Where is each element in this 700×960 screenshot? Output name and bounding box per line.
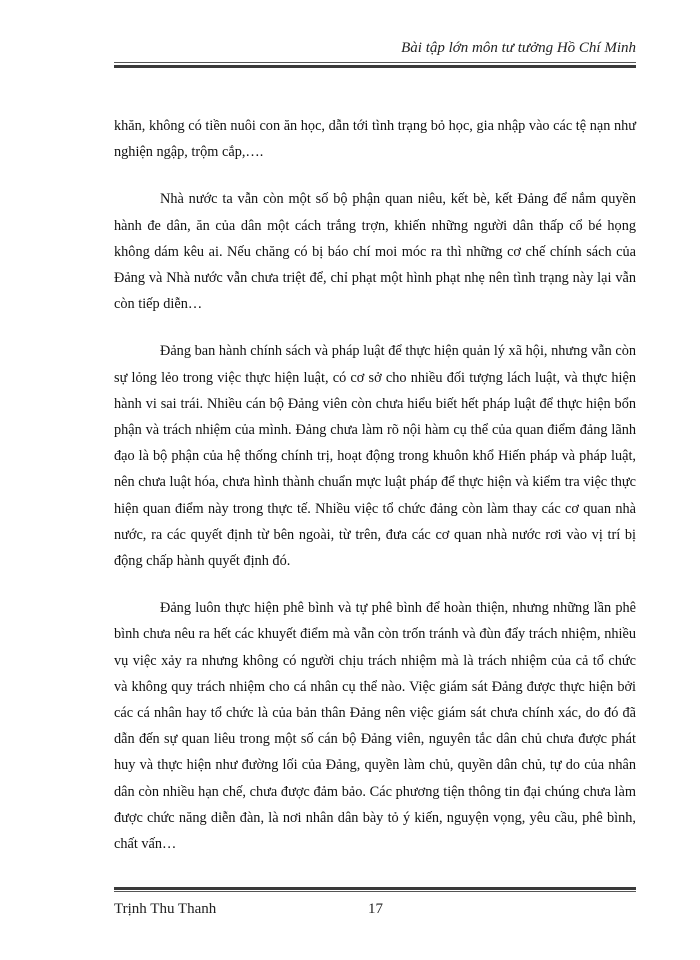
footer-author: Trịnh Thu Thanh (114, 901, 217, 917)
paragraph-3: Đảng ban hành chính sách và pháp luật để thực hiện quản lý xã hội, nhưng vẫn còn sự lỏng lẻo trong việc thực hiện luật, có cơ sở cho nhiều đối tượng lách luật, và thực hiện hành vi sai trái. Nhiều cán bộ Đảng viên còn chưa hiểu biết hết pháp luật để thực hiện bổn phận và trách nhiệm của mình. Đảng chưa làm rõ nội hàm cụ thể của quan điểm đảng lãnh đạo là bộ phận của hệ thống chính trị, hoạt động trong khuôn khổ Hiến pháp và pháp luật, nên chưa luật hóa, chưa hình thành chuẩn mực luật pháp để thực hiện và kiểm tra việc thực hiện quan điểm này trong thực tế. Nhiều việc tổ chức đảng còn làm thay các cơ quan nhà nước, ra các quyết định từ bên ngoài, từ trên, đưa các cơ quan nhà nước rơi vào vị trí bị động chấp hành quyết định đó. (114, 343, 636, 570)
paragraph-2: Nhà nước ta vẫn còn một số bộ phận quan niêu, kết bè, kết Đảng để nắm quyền hành đe dân, ăn của dân một cách trắng trợn, khiến những người dân thấp cổ bé họng không dám kêu ai. Nếu chăng có bị báo chí moi móc ra thì những cơ chế chính sách của Đảng và Nhà nước vẫn chưa triệt để, chỉ phạt một hình phạt nhẹ nên tình trạng này lại vẫn còn tiếp diễn… (114, 191, 636, 313)
page-header-title: Bài tập lớn môn tư tưởng Hồ Chí Minh (401, 40, 636, 56)
paragraph-1: khăn, không có tiền nuôi con ăn học, dẫn tới tình trạng bỏ học, gia nhập vào các tệ nạn như nghiện ngập, trộm cắp,…. (114, 118, 636, 161)
header-rule-thin (114, 62, 636, 63)
document-body (114, 113, 636, 878)
footer-rule-thick (114, 887, 636, 890)
paragraph-4: Đảng luôn thực hiện phê bình và tự phê bình để hoàn thiện, nhưng những lần phê bình chưa nêu ra hết các khuyết điểm mà vẫn còn trốn tránh và đùn đẩy trách nhiệm, nhiều vụ việc xảy ra nhưng không có người chịu trách nhiệm mà là trách nhiệm của cả tổ chức và không quy trách nhiệm cho cá nhân cụ thể nào. Việc giám sát Đảng được thực hiện bởi các cá nhân hay tổ chức là của bản thân Đảng nên việc giám sát chưa chính xác, do đó đã dẫn đến sự quan liêu trong một số cán bộ Đảng viên, nguyên tắc dân chủ chưa được phát huy và thực hiện như đường lối của Đảng, quyền làm chủ, quyền dân chủ, tự do của nhân dân còn nhiều hạn chế, chưa được đảm bảo. Các phương tiện thông tin đại chúng chưa làm được chức năng diễn đàn, là nơi nhân dân bày tỏ ý kiến, nguyện vọng, yêu cầu, phê bình, chất vấn… (114, 600, 636, 853)
header-rule-thick (114, 65, 636, 68)
footer-page-number: 17 (368, 901, 383, 917)
footer-rule-thin (114, 891, 636, 892)
